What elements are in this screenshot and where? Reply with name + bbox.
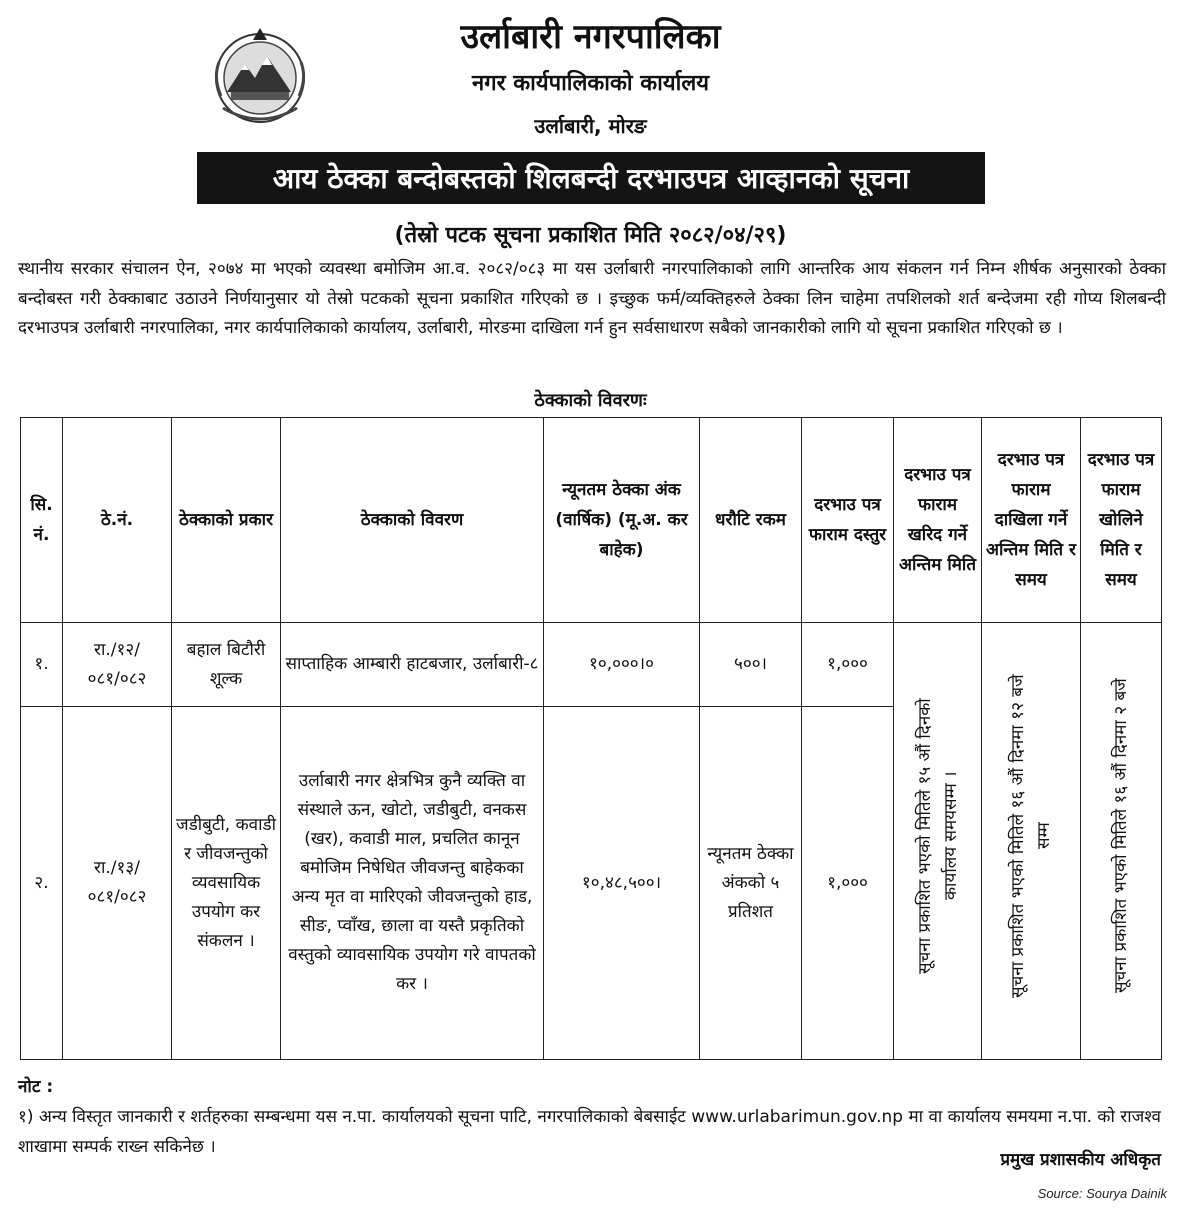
col-header-type: ठेक्काको प्रकार	[172, 418, 281, 623]
publish-note: (तेस्रो पटक सूचना प्रकाशित मिति २०८२/०४/२९)	[394, 223, 787, 248]
notes-section	[18, 1072, 1168, 1162]
opening-time: सूचना प्रकाशित भएको मितिले १६ औं दिनमा २ बजे	[1111, 678, 1131, 994]
row-deposit: ५००।	[700, 623, 802, 707]
col-header-min-amount: न्यूनतम ठेक्का अंक (वार्षिक) (मू.अ. कर बाहेक)	[544, 418, 700, 623]
notice-title-banner	[197, 152, 985, 204]
row-fee: १,०००	[802, 707, 894, 1060]
row-desc: उर्लाबारी नगर क्षेत्रभित्र कुनै व्यक्ति वा संस्थाले ऊन, खोटो, जडीबुटी, वनकस (खर), कवाडी माल, प्रचलित कानून बमोजिम निषेधित जीवजन्तु बाहेकका अन्य मृत वा मारिएको जीवजन्तुको हाड, सीङ, प्वाँख, छाला वा यस्तै प्रकृतिको वस्तुको व्यावसायिक उपयोग गरे वापतको कर ।	[281, 707, 544, 1060]
note-item: १) अन्य विस्तृत जानकारी र शर्तहरुका सम्बन्धमा यस न.पा. कार्यालयको सूचना पाटि, नगरपालिकाको बेबसाईट www.urlabarimun.gov.np मा वा कार्यालय समयमा न.पा. को राजश्व शाखामा सम्पर्क राख्न सकिनेछ ।	[18, 1107, 1161, 1157]
col-header-purchase-deadline: दरभाउ पत्र फाराम खरिद गर्ने अन्तिम मिति	[894, 418, 982, 623]
purchase-deadline-cell	[894, 623, 982, 1060]
tender-table	[20, 417, 1162, 1060]
submission-deadline: सूचना प्रकाशित भएको मितिले १६ औं दिनमा १२ बजे सम्म	[1008, 674, 1054, 998]
row-no: रा./१२/ ०८१/०८२	[63, 623, 172, 707]
notice-title: आय ठेक्का बन्दोबस्तको शिलबन्दी दरभाउपत्र आव्हानको सूचना	[272, 162, 910, 195]
signoff-title: प्रमुख प्रशासकीय अधिकृत	[1000, 1150, 1161, 1170]
row-type: जडीबुटी, कवाडी र जीवजन्तुको व्यवसायिक उपयोग कर संकलन ।	[172, 707, 281, 1060]
row-no: रा./१३/ ०८१/०८२	[63, 707, 172, 1060]
col-header-deposit: धरौटि रकम	[700, 418, 802, 623]
office-name: नगर कार्यपालिकाको कार्यालय	[472, 71, 709, 96]
col-header-desc: ठेक्काको विवरण	[281, 418, 544, 623]
col-header-fee: दरभाउ पत्र फाराम दस्तुर	[802, 418, 894, 623]
row-fee: १,०००	[802, 623, 894, 707]
col-header-sn: सि. नं.	[21, 418, 63, 623]
table-row	[21, 623, 1162, 707]
org-name: उर्लाबारी नगरपालिका	[460, 17, 721, 57]
row-sn: १.	[21, 623, 63, 707]
table-caption: ठेक्काको विवरणः	[534, 390, 647, 411]
row-sn: २.	[21, 707, 63, 1060]
source-credit: Source: Sourya Dainik	[1037, 1186, 1167, 1201]
opening-time-cell	[1081, 623, 1162, 1060]
submission-deadline-cell	[982, 623, 1081, 1060]
office-location: उर्लाबारी, मोरङ	[534, 114, 647, 138]
col-header-submission-deadline: दरभाउ पत्र फाराम दाखिला गर्ने अन्तिम मिति र समय	[982, 418, 1081, 623]
col-header-opening-time: दरभाउ पत्र फाराम खोलिने मिति र समय	[1081, 418, 1162, 623]
row-deposit: न्यूनतम ठेक्का अंकको ५ प्रतिशत	[700, 707, 802, 1060]
col-header-no: ठे.नं.	[63, 418, 172, 623]
row-desc: साप्ताहिक आम्बारी हाटबजार, उर्लाबारी-८	[281, 623, 544, 707]
intro-paragraph: स्थानीय सरकार संचालन ऐन, २०७४ मा भएको व्यवस्था बमोजिम आ.व. २०८२/०८३ मा यस उर्लाबारी नगरपालिकाको लागि आन्तरिक आय संकलन गर्न निम्न शीर्षक अनुसारको ठेक्का बन्दोबस्त गरी ठेक्काबाट उठाउने निर्णयानुसार यो तेस्रो पटकको सूचना प्रकाशित गरिएको छ । इच्छुक फर्म/व्यक्तिहरुले ठेक्का लिन चाहेमा तपशिलको शर्त बन्देजमा रही गोप्य शिलबन्दी दरभाउपत्र उर्लाबारी नगरपालिका, नगर कार्यपालिकाको कार्यालय, उर्लाबारी, मोरङमा दाखिला गर्न हुन सर्वसाधारण सबैको जानकारीको लागि यो सूचना प्रकाशित गरिएको छ ।	[18, 259, 1166, 338]
purchase-deadline: सूचना प्रकाशित भएको मितिले १५ औं दिनको कार्यालय समयसम्म ।	[914, 698, 961, 974]
row-min-amount: १०,०००।०	[544, 623, 700, 707]
row-type: बहाल बिटौरी शूल्क	[172, 623, 281, 707]
notes-heading: नोट :	[18, 1077, 54, 1097]
row-min-amount: १०,४८,५००।	[544, 707, 700, 1060]
table-header-row	[21, 418, 1162, 623]
